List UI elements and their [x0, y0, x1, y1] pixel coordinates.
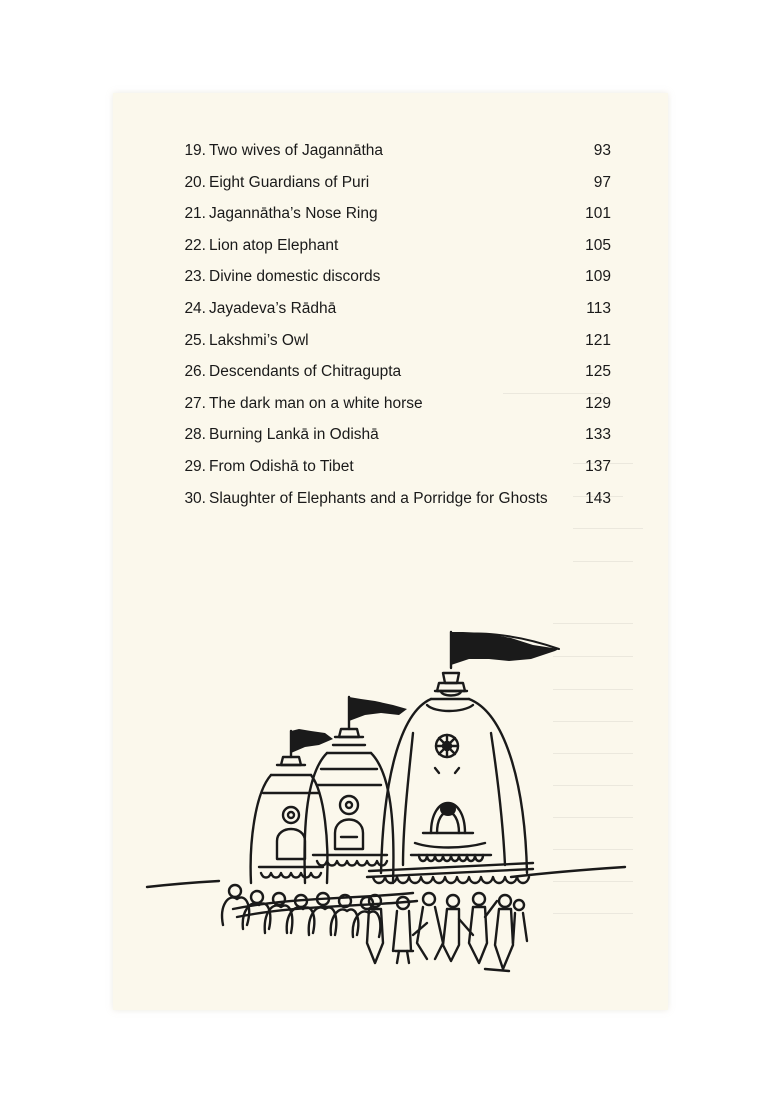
- chapter-number: 26.: [184, 363, 206, 380]
- chapter-title: Jayadeva’s Rādhā: [209, 300, 337, 317]
- page-number: 143: [585, 490, 611, 507]
- chapter-number: 29.: [184, 458, 206, 475]
- chapter-number: 19.: [184, 142, 206, 159]
- temple-chariot-illustration: [113, 93, 668, 1010]
- chapter-number: 30.: [184, 490, 206, 507]
- crowd: [222, 885, 527, 971]
- chapter-title: The dark man on a white horse: [209, 395, 423, 412]
- page-number: 93: [593, 142, 611, 159]
- page-number: 129: [585, 395, 611, 412]
- chapter-number: 22.: [184, 237, 206, 254]
- chapter-number: 24.: [184, 300, 206, 317]
- chapter-title: From Odishā to Tibet: [209, 458, 354, 475]
- chapter-title: Eight Guardians of Puri: [209, 174, 370, 191]
- page-number: 109: [585, 268, 611, 285]
- chapter-title: Divine domestic discords: [209, 268, 381, 285]
- page-number: 101: [585, 205, 611, 222]
- page-number: 105: [585, 237, 611, 254]
- book-page: [113, 93, 668, 1010]
- chapter-number: 20.: [184, 174, 206, 191]
- page-number: 113: [586, 300, 611, 317]
- page-number: 133: [585, 426, 611, 443]
- chapter-title: Jagannātha’s Nose Ring: [209, 205, 378, 222]
- chapter-number: 23.: [184, 268, 206, 285]
- chapter-title: Two wives of Jagannātha: [209, 142, 384, 159]
- chapter-title: Lakshmi’s Owl: [209, 332, 309, 349]
- chapter-title: Lion atop Elephant: [209, 237, 339, 254]
- chapter-number: 21.: [184, 205, 206, 222]
- chapter-title: Slaughter of Elephants and a Porridge for Ghosts: [209, 490, 548, 507]
- chapter-number: 25.: [184, 332, 206, 349]
- chapter-title: Burning Lankā in Odishā: [209, 426, 379, 443]
- page-number: 137: [585, 458, 611, 475]
- page-number: 121: [585, 332, 611, 349]
- page-number: 125: [585, 363, 611, 380]
- page-number: 97: [593, 174, 611, 191]
- chapter-title: Descendants of Chitragupta: [209, 363, 402, 380]
- chapter-number: 27.: [184, 395, 206, 412]
- chapter-number: 28.: [184, 426, 206, 443]
